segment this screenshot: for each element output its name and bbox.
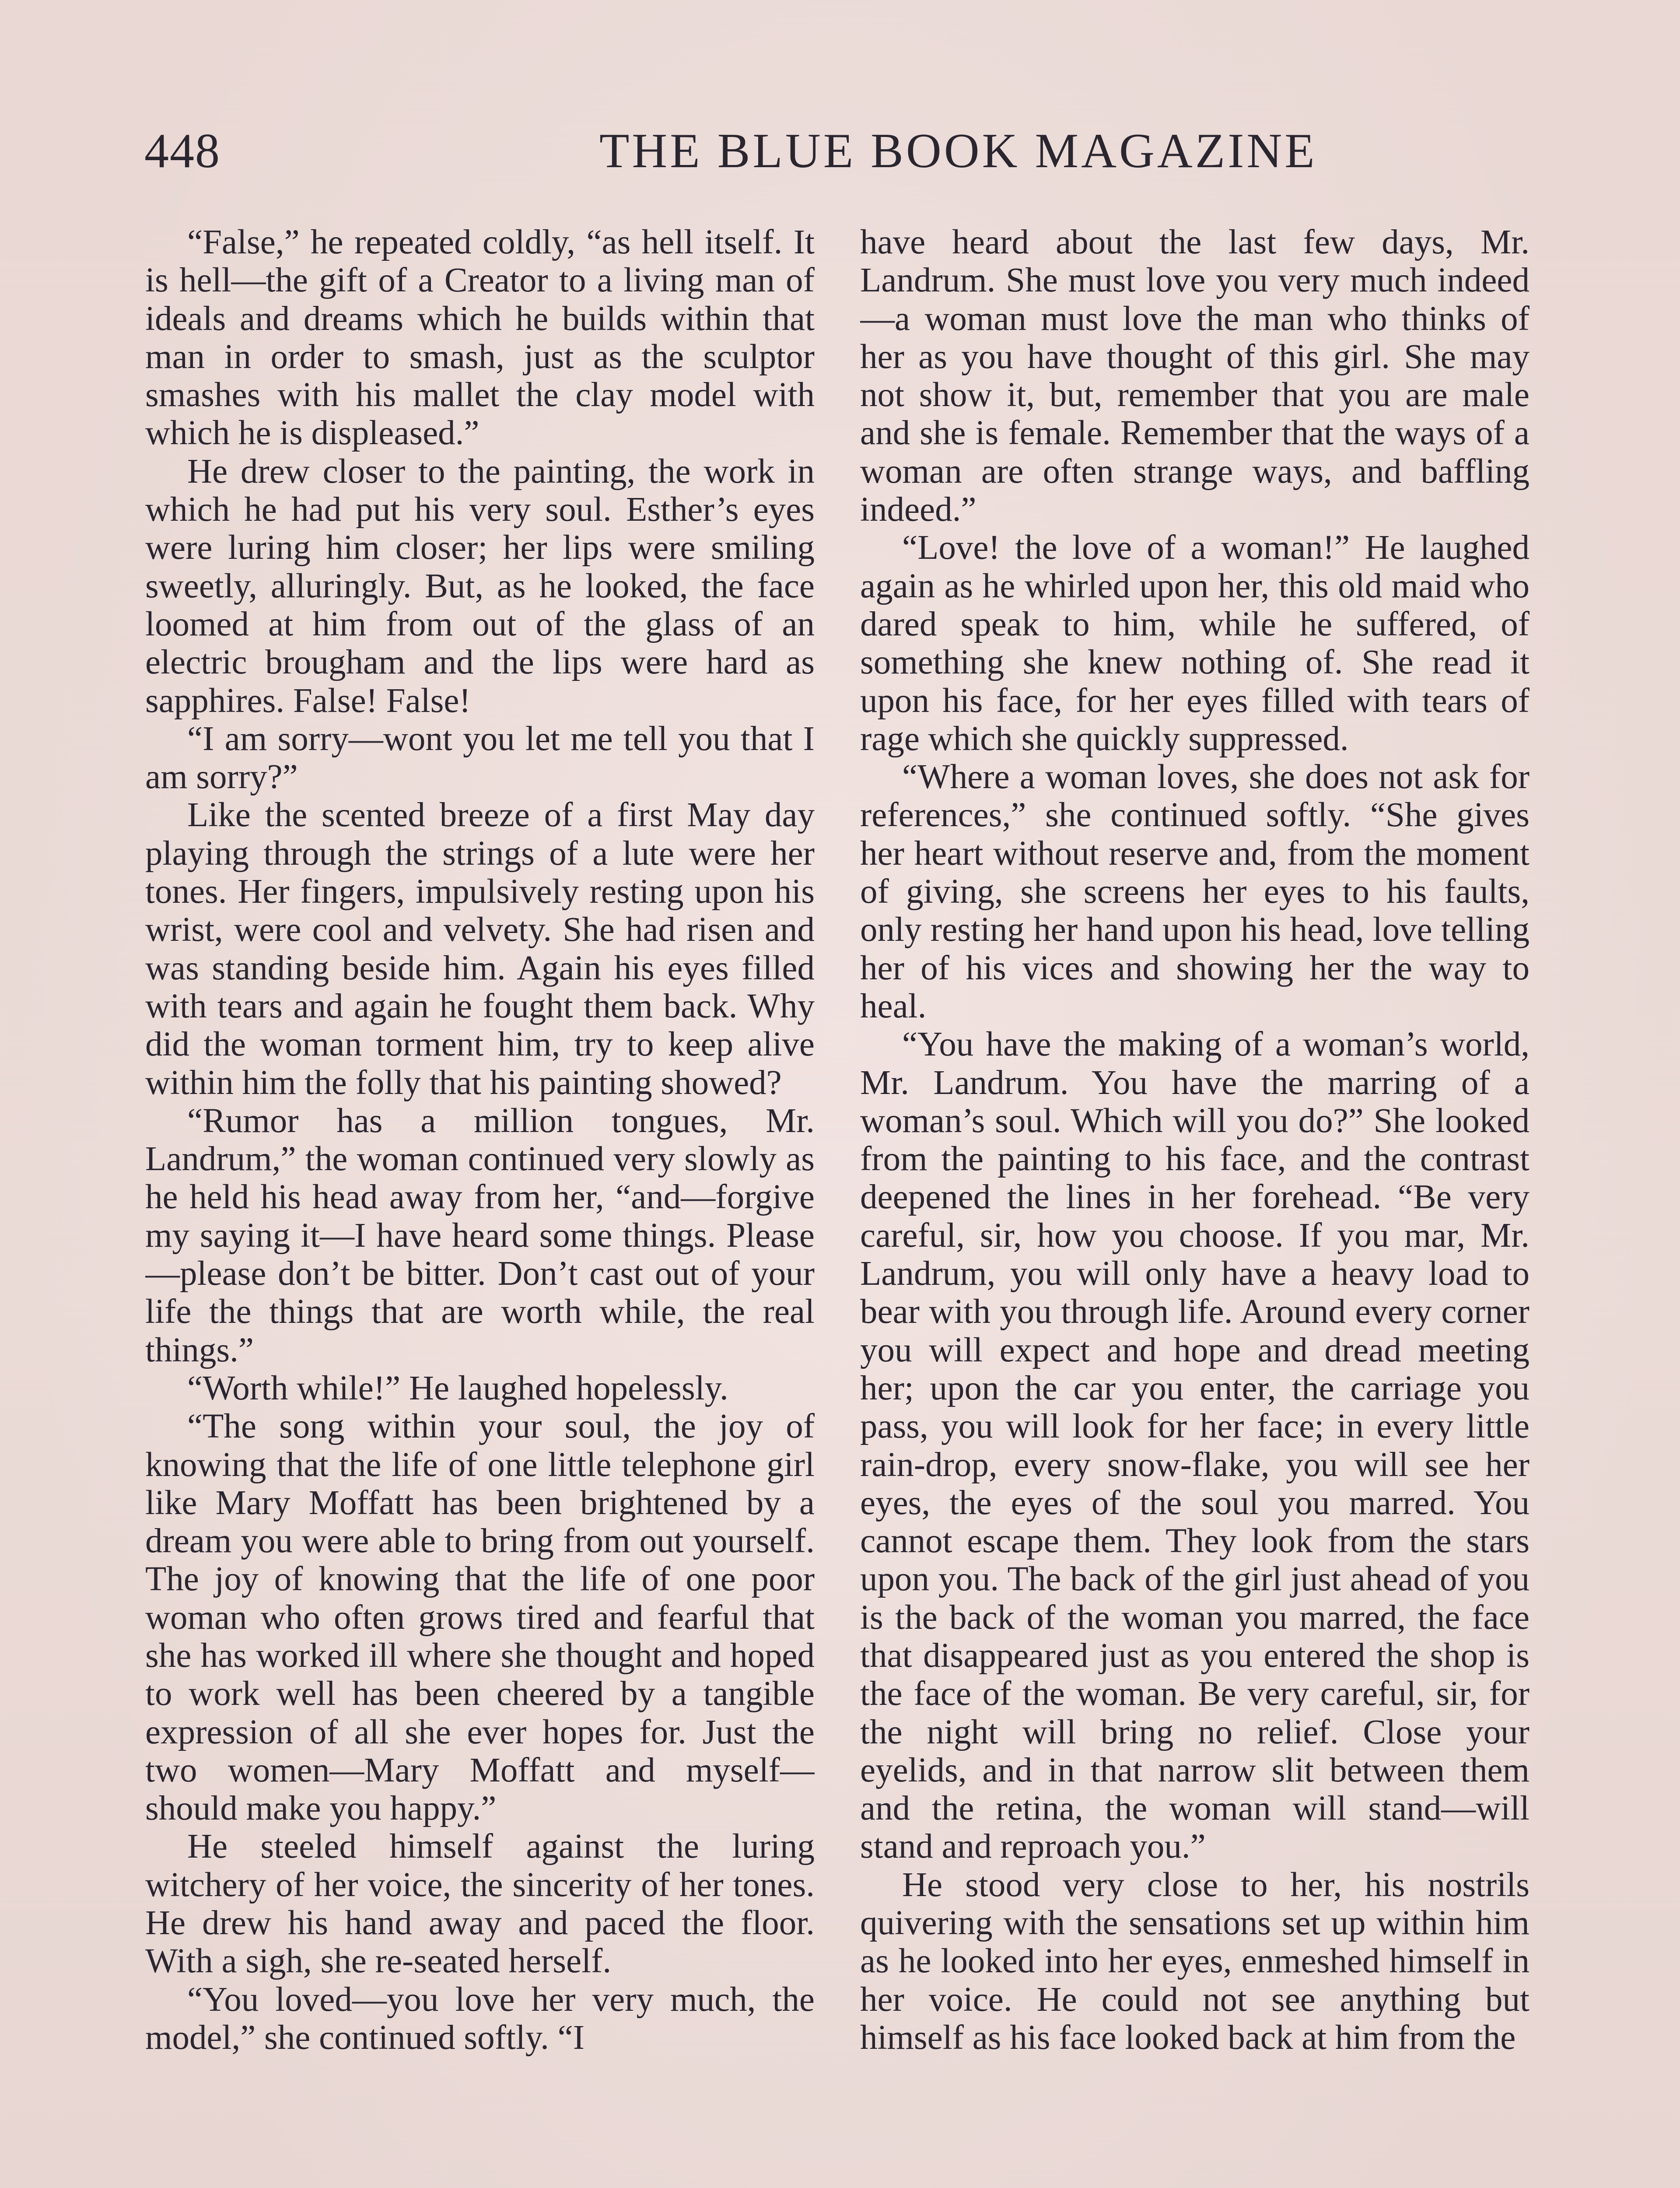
page-number: 448: [144, 124, 220, 178]
paragraph: He stood very close to her, his nostrils quivering with the sensations set up within him as he looked into her eyes, enmeshed himself in her voice. He could not see anything but himself as his face looked back at him from the: [860, 1865, 1530, 2057]
page-header: [144, 118, 1531, 184]
paragraph: “False,” he repeated coldly, “as hell itself. It is hell—the gift of a Creator to a living man of ideals and dreams which he builds within that man in order to smash, just as the sculptor smashes with his mallet the clay model with which he is displeased.”: [145, 223, 815, 452]
paragraph: Like the scented breeze of a first May day playing through the strings of a lute were her tones. Her fingers, impulsively resting upon his wrist, were cool and velvety. She had risen and was standing beside him. Again his eyes filled with tears and again he fought them back. Why did the woman torment him, try to keep alive within him the folly that his painting showed?: [145, 796, 815, 1102]
running-title: THE BLUE BOOK MAGAZINE: [599, 124, 1317, 178]
paragraph: “Love! the love of a woman!” He laughed again as he whirled upon her, this old maid who dared speak to him, while he suffered, of something she knew nothing of. She read it upon his face, for her eyes filled with tears of rage which she quickly suppressed.: [860, 529, 1530, 758]
paragraph: He drew closer to the painting, the work in which he had put his very soul. Esther’s eyes were luring him closer; her lips were smiling sweetly, alluringly. But, as he looked, the face loomed at him from out of the glass of an electric brougham and the lips were hard as sapphires. False! False!: [145, 452, 815, 720]
paragraph: He steeled himself against the luring witchery of her voice, the sincerity of her tones. He drew his hand away and paced the floor. With a sigh, she re-seated herself.: [145, 1827, 815, 1981]
left-column: [145, 223, 815, 2188]
paragraph: “Where a woman loves, she does not ask for references,” she continued softly. “She gives her heart without reserve and, from the moment of giving, she screens her eyes to his faults, only resting her hand upon his head, love telling her of his vices and showing her the way to heal.: [860, 758, 1530, 1025]
paragraph: “The song within your soul, the joy of knowing that the life of one little telephone girl like Mary Moffatt has been brightened by a dream you were able to bring from out yourself. The joy of knowing that the life of one poor woman who often grows tired and fearful that she has worked ill where she thought and hoped to work well has been cheered by a tangible expression of all she ever hopes for. Just the two women—Mary Moffatt and myself—should make you happy.”: [145, 1407, 815, 1828]
paragraph: have heard about the last few days, Mr. Landrum. She must love you very much indeed—a woman must love the man who thinks of her as you have thought of this girl. She may not show it, but, remember that you are male and she is female. Remember that the ways of a woman are often strange ways, and baffling indeed.”: [860, 223, 1530, 529]
paragraph: “Worth while!” He laughed hopelessly.: [187, 1369, 728, 1407]
paragraph: “Rumor has a million tongues, Mr. Landrum,” the woman continued very slowly as he held his head away from her, “and—forgive my saying it—I have heard some things. Please—please don’t be bitter. Don’t cast out of your life the things that are worth while, the real things.”: [145, 1101, 815, 1369]
right-column: [860, 223, 1530, 2188]
paragraph: “You loved—you love her very much, the model,” she continued softly. “I: [145, 1980, 815, 2057]
paragraph: “I am sorry—wont you let me tell you that I am sorry?”: [145, 719, 815, 796]
paragraph: “You have the making of a woman’s world, Mr. Landrum. You have the marring of a woman’s soul. Which will you do?” She looked from the painting to his face, and the contrast deepened the lines in her forehead. “Be very careful, sir, how you choose. If you mar, Mr. Landrum, you will only have a heavy load to bear with you through life. Around every corner you will expect and hope and dread meeting her; upon the car you enter, the carriage you pass, you will look for her face; in every little rain-drop, every snow-flake, you will see her eyes, the eyes of the soul you marred. You cannot escape them. They look from the stars upon you. The back of the girl just ahead of you is the back of the woman you marred, the face that disappeared just as you entered the shop is the face of the woman. Be very careful, sir, for the night will bring no relief. Close your eyelids, and in that narrow slit between them and the retina, the woman will stand—will stand and reproach you.”: [860, 1025, 1530, 1866]
